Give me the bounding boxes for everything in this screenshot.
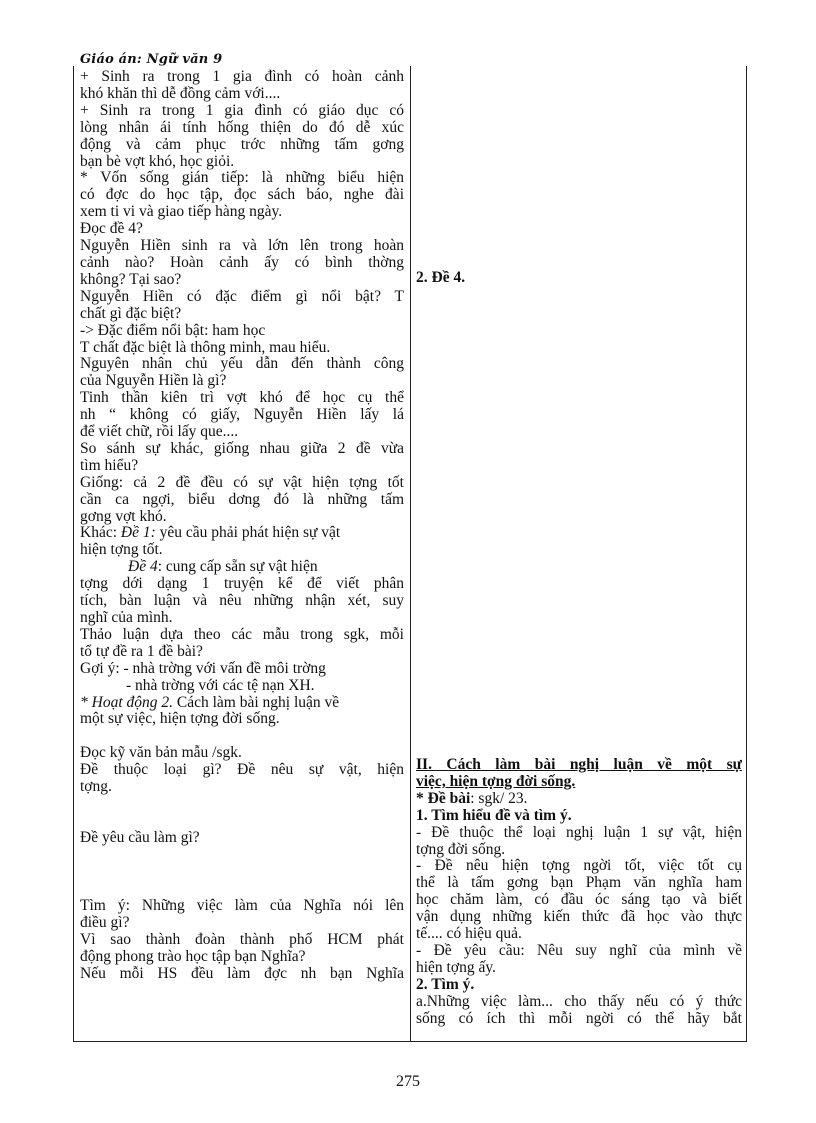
left-line: động phong trào học tập bạn Nghĩa? (80, 947, 306, 965)
section-two (416, 757, 742, 1028)
left-line: khó khăn thì dễ đồng cảm với.... (80, 84, 281, 102)
de1-label: Đề 1: (120, 524, 156, 542)
left-line: Nếu mỗi HS đều làm đợc nh bạn Nghĩa (80, 964, 404, 982)
right-line: học chăm làm, có đầu óc sáng tạo và biết (416, 891, 742, 909)
right-line: sống có ích thì mỗi ngời có thể hãy bắt (416, 1009, 742, 1027)
left-line: một sự việc, hiện tợng đời sống. (80, 710, 280, 728)
right-line: - Đề nêu hiện tợng ngời tốt, việc tốt cụ (416, 857, 742, 875)
khac-text: yêu cầu phải phát hiện sự vật (159, 524, 341, 542)
left-line: nh “ không có giấy, Nguyễn Hiền lấy lá (80, 406, 404, 424)
right-line: - Đề yêu cầu: Nêu suy nghĩ của mình về (416, 941, 742, 959)
right-line: tợng đời sống. (416, 840, 506, 858)
right-line: hiện tợng ấy. (416, 958, 496, 976)
section-title: việc, hiện tợng đời sống. (416, 772, 576, 790)
section-title: II. Cách làm bài nghị luận về một sự (416, 756, 742, 773)
left-line: tợng dới dạng 1 truyện kể để viết phân (80, 575, 404, 593)
de4-heading: 2. Đề 4. (416, 269, 466, 286)
left-line: Đề thuộc loại gì? Đề nêu sự vật, hiện (80, 761, 404, 779)
right-line: thể là tấm gơng bạn Phạm văn nghĩa ham (416, 874, 742, 892)
left-line: Đề yêu cầu làm gì? (80, 829, 200, 847)
left-line: Nguyễn Hiền sinh ra và lớn lên trong hoàn (80, 237, 404, 255)
left-line: gơng vợt khó. (80, 507, 167, 525)
de-bai-line (416, 791, 742, 808)
left-line: Nguyễn Hiền có đặc điểm gì nổi bật? T (80, 287, 404, 305)
left-line: Vì sao thành đoàn thành phố HCM phát (80, 930, 404, 948)
left-column (80, 66, 404, 983)
column-divider (410, 66, 411, 1041)
left-line: Tìm ý: Những việc làm của Nghĩa nói lên (80, 896, 404, 914)
left-line: T chất đặc biệt là thông minh, mau hiểu. (80, 338, 331, 356)
left-line (80, 559, 404, 576)
left-line: chất gì đặc biệt? (80, 304, 182, 322)
page-number: 275 (396, 1073, 420, 1090)
left-line: không? Tại sao? (80, 270, 182, 288)
left-line (80, 695, 404, 712)
khac-label: Khác: (80, 524, 121, 542)
hoat-dong-text: Cách làm bài nghị luận về (176, 693, 340, 711)
hoat-dong-label: * Hoạt động 2. (80, 693, 173, 711)
subheading-tim-y: 2. Tìm ý. (416, 975, 475, 993)
left-line: Giống: cả 2 đề đều có sự vật hiện tợng tốt (80, 473, 404, 491)
left-line: có đợc do học tập, đọc sách báo, nghe đài (80, 186, 404, 204)
de4-label: Đề 4 (128, 558, 158, 576)
left-line: - nhà trờng với các tệ nạn XH. (126, 676, 315, 694)
left-line: Tinh thần kiên trì vợt khó để học cụ thể (80, 389, 404, 407)
left-line: cảnh nào? Hoàn cảnh ấy có bình thờng (80, 253, 404, 271)
left-line: + Sinh ra trong 1 gia đình có hoàn cảnh (80, 68, 404, 85)
left-line: nghĩ của mình. (80, 609, 173, 626)
left-line: Đọc kỹ văn bản mẫu /sgk. (80, 744, 242, 762)
lesson-table (73, 66, 747, 1042)
left-line: -> Đặc điểm nổi bật: ham học (80, 321, 266, 339)
subheading-tim-hieu: 1. Tìm hiểu đề và tìm ý. (416, 806, 572, 824)
left-line: xem ti vi và giao tiếp hàng ngày. (80, 203, 283, 221)
left-line: Thảo luận dựa theo các mẫu trong sgk, mỗi (80, 625, 404, 643)
de4-text: : cung cấp sẵn sự vật hiện (157, 558, 318, 576)
left-line: Gợi ý: - nhà trờng với vấn đề môi trờng (80, 659, 326, 677)
page-header: Giáo án: Ngữ văn 9 (80, 52, 223, 67)
left-line: So sánh sự khác, giống nhau giữa 2 đề vừa (80, 439, 404, 457)
right-line: - Đề thuộc thể loại nghị luận 1 sự vật, hiện (416, 823, 742, 841)
left-line: tợng. (80, 778, 112, 796)
right-line: vận dụng những kiến thức đã học vào thực (416, 908, 742, 926)
right-line: a.Những việc làm... cho thấy nếu có ý thức (416, 992, 742, 1010)
left-line: lòng nhân ái tính hống thiện do đó dễ xúc (80, 118, 404, 136)
left-line: Nguyên nhân chủ yếu dẫn đến thành công (80, 355, 404, 373)
de-bai-value: : sgk/ 23. (470, 789, 528, 807)
right-line: tế.... có hiệu quả. (416, 925, 522, 943)
left-line: * Vốn sống gián tiếp: là những biểu hiện (80, 169, 404, 187)
left-line: tích, bàn luận và nêu những nhận xét, suy (80, 592, 404, 610)
left-line: để viết chữ, rồi lấy que.... (80, 423, 239, 441)
left-line: + Sinh ra trong 1 gia đình có giáo dục có (80, 101, 404, 119)
left-line: hiện tợng tốt. (80, 541, 163, 559)
left-line: Đọc đề 4? (80, 220, 143, 238)
left-line: của Nguyễn Hiền là gì? (80, 372, 227, 390)
left-line (80, 525, 404, 542)
left-line: cần ca ngợi, biểu dơng đó là những tấm (80, 490, 404, 508)
left-line: tìm hiểu? (80, 456, 139, 474)
left-line: điều gì? (80, 913, 130, 931)
left-line: bạn bè vợt khó, học giỏi. (80, 152, 235, 170)
de-bai-label: * Đề bài (416, 789, 471, 807)
left-line: tổ tự đề ra 1 đề bài? (80, 642, 203, 660)
left-line: động và cảm phục trớc những tấm gơng (80, 135, 404, 153)
